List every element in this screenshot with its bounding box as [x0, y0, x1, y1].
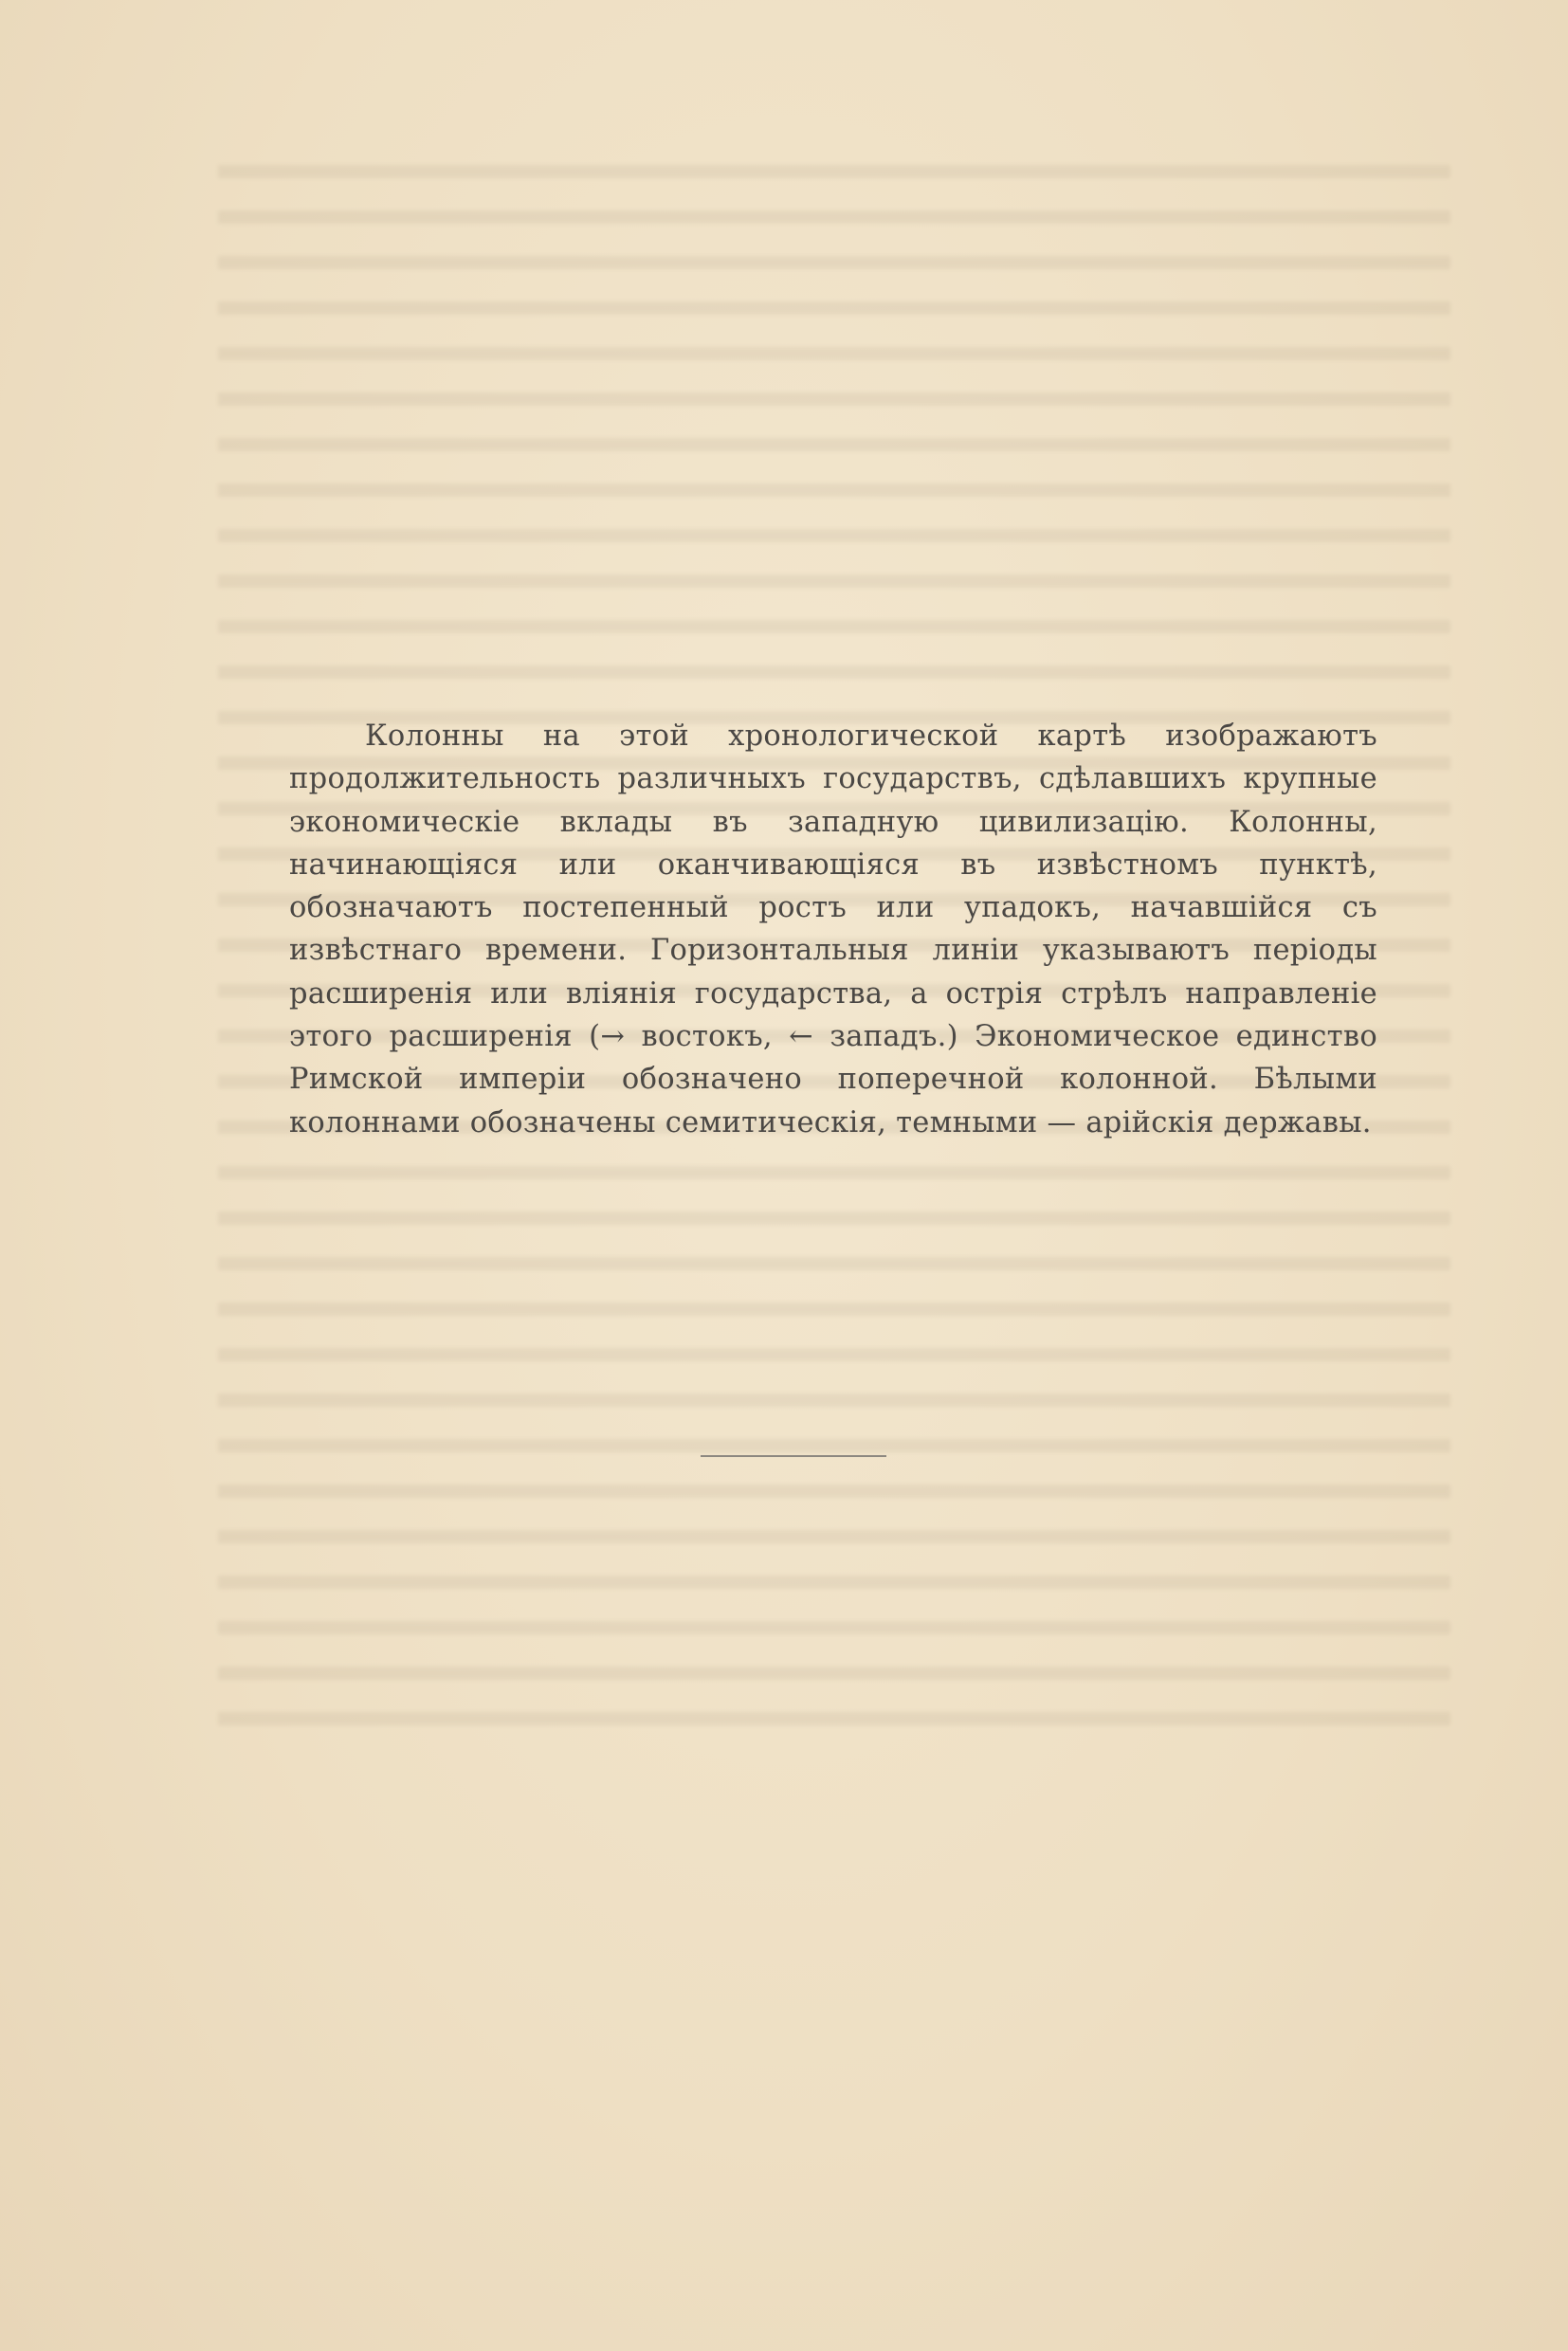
section-divider-rule — [701, 1455, 886, 1457]
chart-caption-paragraph: Колонны на этой хронологической картѣ изображаютъ продолжительность различныхъ государствъ, сдѣлавшихъ крупные экономическіе вклады въ западную цивилизацію. Колонны, начинающіяся или оканчивающіяся въ извѣстномъ пунктѣ, обозначаютъ постепенный ростъ или упадокъ, начавшійся съ извѣстнаго времени. Горизонтальныя линіи указываютъ періоды расширенія или вліянія государства, а острія стрѣлъ направленіе этого расширенія (→ востокъ, ← западъ.) Экономическое единство Римской имперіи обозначено поперечной колонной. Бѣлыми колоннами обозначены семитическія, темными — арійскія державы. — [289, 720, 1377, 1139]
